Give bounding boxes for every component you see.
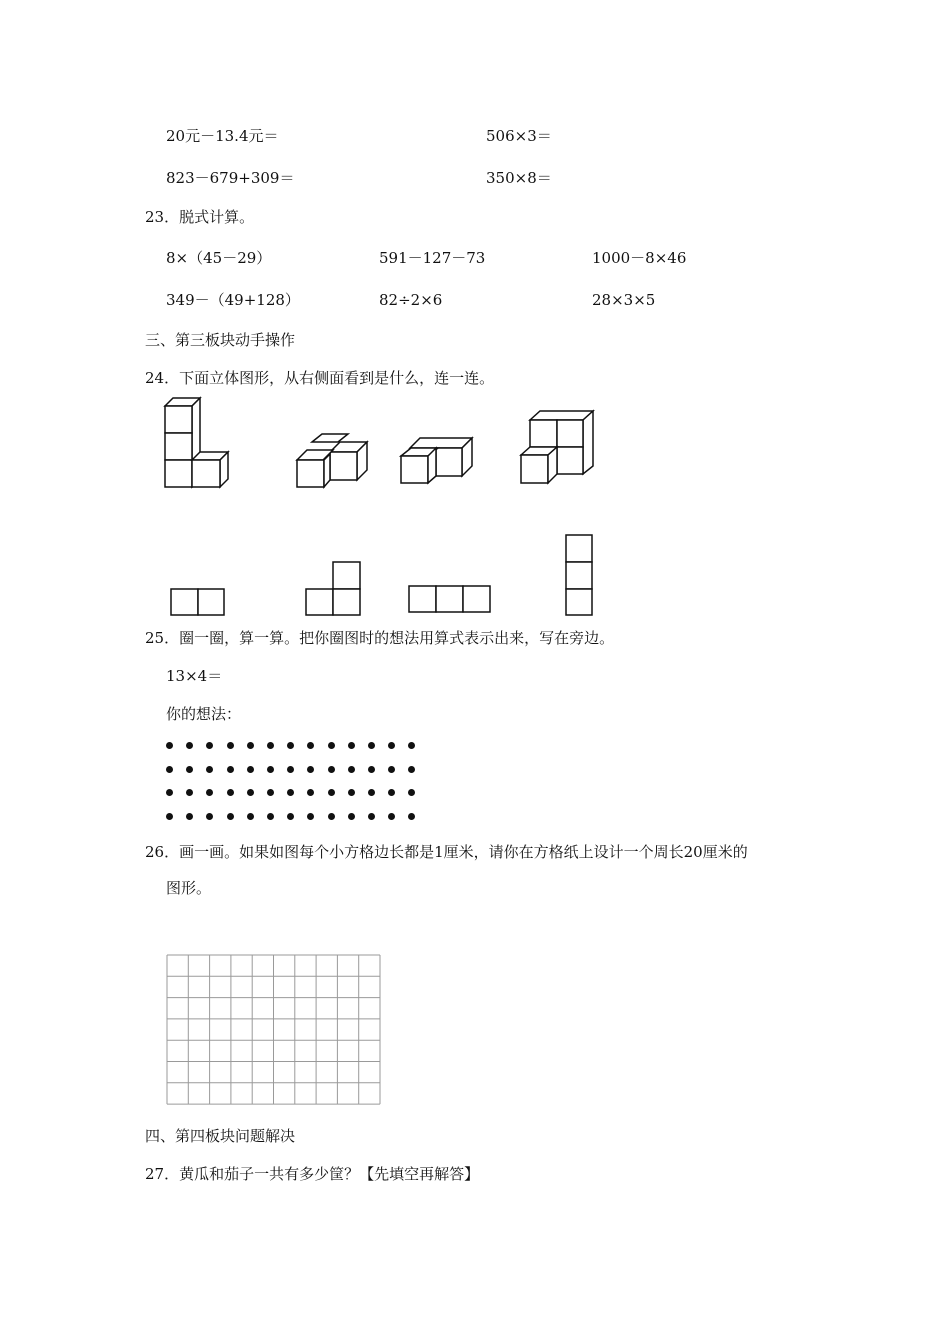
dot[interactable] <box>166 813 173 820</box>
dot[interactable] <box>267 766 274 773</box>
dot[interactable] <box>206 766 213 773</box>
dot[interactable] <box>307 742 314 749</box>
cube-figure-2 <box>297 434 367 487</box>
cube-figure-1 <box>165 398 228 487</box>
calc-left-1: 20元－13.4元＝ <box>166 127 279 145</box>
q23-item-6: 28×3×5 <box>592 291 656 309</box>
dot[interactable] <box>328 766 335 773</box>
dot[interactable] <box>247 813 254 820</box>
dot[interactable] <box>368 813 375 820</box>
cube-figures <box>0 390 950 520</box>
dot[interactable] <box>388 742 395 749</box>
cube-figure-3 <box>401 438 472 483</box>
dot[interactable] <box>348 742 355 749</box>
dot[interactable] <box>328 789 335 796</box>
dot[interactable] <box>287 766 294 773</box>
q25-expression: 13×4＝ <box>166 667 223 685</box>
dot[interactable] <box>247 766 254 773</box>
dot[interactable] <box>307 813 314 820</box>
side-view-c <box>409 586 490 612</box>
question-23-title: 23．脱式计算。 <box>145 208 255 226</box>
question-27-title: 27．黄瓜和茄子一共有多少筐？【先填空再解答】 <box>145 1165 480 1183</box>
dot[interactable] <box>408 813 415 820</box>
dot[interactable] <box>307 789 314 796</box>
side-view-b <box>306 562 360 615</box>
calc-right-2: 350×8＝ <box>486 169 552 187</box>
dot[interactable] <box>206 742 213 749</box>
dot[interactable] <box>328 742 335 749</box>
cube-figure-4 <box>521 411 593 483</box>
dot[interactable] <box>206 789 213 796</box>
calc-right-1: 506×3＝ <box>486 127 552 145</box>
dot[interactable] <box>267 813 274 820</box>
dot[interactable] <box>247 789 254 796</box>
dot-array[interactable] <box>166 742 426 822</box>
q23-item-5: 82÷2×6 <box>379 291 443 309</box>
dot[interactable] <box>227 789 234 796</box>
dot[interactable] <box>186 813 193 820</box>
dot[interactable] <box>166 742 173 749</box>
dot[interactable] <box>348 766 355 773</box>
dot[interactable] <box>328 813 335 820</box>
grid-paper[interactable] <box>166 954 382 1106</box>
dot[interactable] <box>206 813 213 820</box>
dot[interactable] <box>227 813 234 820</box>
dot[interactable] <box>287 789 294 796</box>
q25-idea-label: 你的想法： <box>166 705 242 723</box>
calc-left-2: 823－679+309＝ <box>166 169 295 187</box>
dot[interactable] <box>388 813 395 820</box>
dot[interactable] <box>186 742 193 749</box>
dot[interactable] <box>368 742 375 749</box>
q23-item-4: 349－（49+128） <box>166 291 300 309</box>
dot[interactable] <box>287 813 294 820</box>
q23-item-3: 1000－8×46 <box>592 249 687 267</box>
section-3-heading: 三、第三板块动手操作 <box>145 331 296 349</box>
dot[interactable] <box>186 789 193 796</box>
dot[interactable] <box>227 742 234 749</box>
dot[interactable] <box>307 766 314 773</box>
q23-item-2: 591－127－73 <box>379 249 486 267</box>
dot[interactable] <box>267 742 274 749</box>
dot[interactable] <box>408 742 415 749</box>
dot[interactable] <box>368 789 375 796</box>
dot[interactable] <box>348 813 355 820</box>
dot[interactable] <box>408 766 415 773</box>
dot[interactable] <box>348 789 355 796</box>
dot[interactable] <box>287 742 294 749</box>
question-26-title-cont: 图形。 <box>166 879 212 897</box>
dot[interactable] <box>267 789 274 796</box>
side-view-d <box>566 535 592 615</box>
question-25-title: 25．圈一圈，算一算。把你圈图时的想法用算式表示出来，写在旁边。 <box>145 629 615 647</box>
dot[interactable] <box>247 742 254 749</box>
dot[interactable] <box>186 766 193 773</box>
side-view-figures <box>0 530 950 620</box>
question-24-title: 24．下面立体图形，从右侧面看到是什么，连一连。 <box>145 369 495 387</box>
dot[interactable] <box>388 789 395 796</box>
q23-item-1: 8×（45－29） <box>166 249 272 267</box>
side-view-a <box>171 589 224 615</box>
dot[interactable] <box>368 766 375 773</box>
dot[interactable] <box>408 789 415 796</box>
dot[interactable] <box>388 766 395 773</box>
section-4-heading: 四、第四板块问题解决 <box>145 1127 296 1145</box>
question-26-title: 26．画一画。如果如图每个小方格边长都是1厘米，请你在方格纸上设计一个周长20厘米的 <box>145 843 748 861</box>
dot[interactable] <box>166 766 173 773</box>
dot[interactable] <box>166 789 173 796</box>
dot[interactable] <box>227 766 234 773</box>
